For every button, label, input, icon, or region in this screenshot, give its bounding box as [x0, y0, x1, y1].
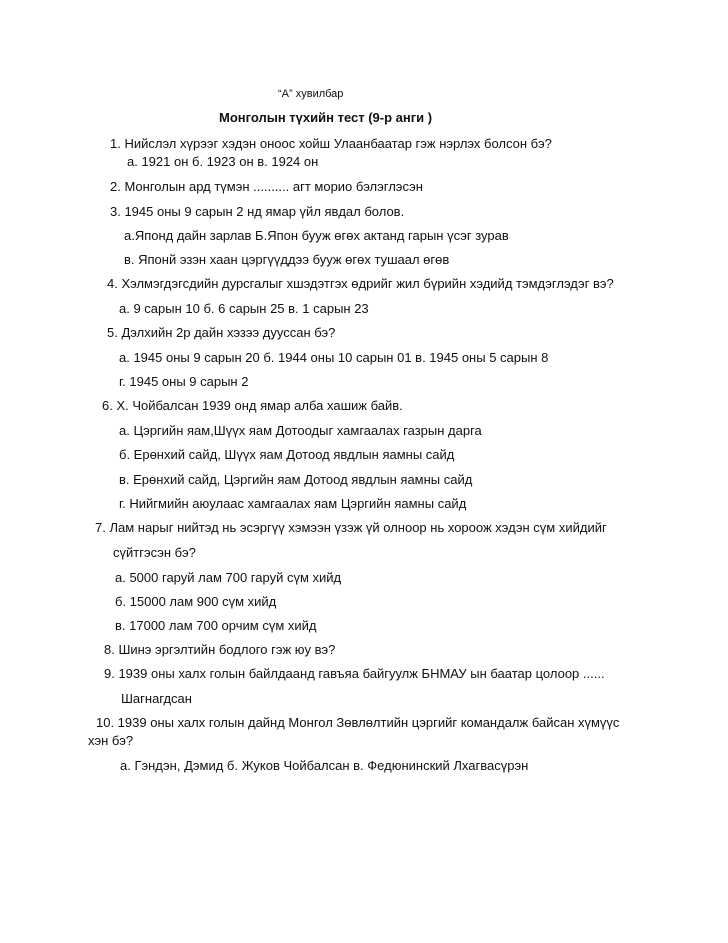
- variant-label: “A” хувилбар: [278, 88, 344, 100]
- question-5-option-d: г. 1945 оны 9 сарын 2: [119, 374, 249, 389]
- question-7-option-b: б. 15000 лам 900 сүм хийд: [115, 594, 277, 609]
- question-3-options-a-b: а.Японд дайн зарлав Б.Япон бууж өгөх актанд гарын үсэг зурав: [124, 228, 509, 243]
- question-5-options-a-c: а. 1945 оны 9 сарын 20 б. 1944 оны 10 сарын 01 в. 1945 оны 5 сарын 8: [119, 350, 549, 365]
- question-6-option-c: в. Ерөнхий сайд, Цэргийн яам Дотоод явдлын яамны сайд: [119, 472, 473, 487]
- question-5: 5. Дэлхийн 2р дайн хэзээ дууссан бэ?: [107, 325, 336, 340]
- question-6: 6. Х. Чойбалсан 1939 онд ямар алба хашиж байв.: [102, 398, 403, 413]
- question-7-option-c: в. 17000 лам 700 орчим сүм хийд: [115, 618, 317, 633]
- question-10: 10. 1939 оны халх голын дайнд Монгол Зөвлөлтийн цэргийг командалж байсан хүмүүс: [96, 715, 620, 730]
- question-4: 4. Хэлмэгдэгсдийн дурсгалыг хшэдэтгэх өдрийг жил бүрийн хэдийд тэмдэглэдэг вэ?: [107, 276, 614, 291]
- question-7: 7. Лам нарыг нийтэд нь эсэргүү хэмээн үзэж үй олноор нь хороож хэдэн сүм хийдийг: [95, 520, 607, 535]
- test-title: Монголын түхийн тест (9-р анги ): [219, 110, 433, 125]
- question-1: 1. Нийслэл хүрээг хэдэн оноос хойш Улаанбаатар гэж нэрлэх болсон бэ?: [110, 136, 552, 151]
- question-10-continued: хэн бэ?: [88, 733, 134, 748]
- question-4-options: а. 9 сарын 10 б. 6 сарын 25 в. 1 сарын 23: [119, 301, 369, 316]
- question-6-option-b: б. Ерөнхий сайд, Шүүх яам Дотоод явдлын яамны сайд: [119, 447, 455, 462]
- question-9: 9. 1939 оны халх голын байлдаанд гавъяа байгуулж БНМАУ ын баатар цолоор ......: [104, 666, 605, 681]
- question-7-option-a: а. 5000 гаруй лам 700 гаруй сүм хийд: [115, 570, 342, 585]
- question-3-option-c: в. Японй эзэн хаан цэргүүддээ бууж өгөх тушаал өгөв: [124, 252, 450, 267]
- question-1-options: а. 1921 он б. 1923 он в. 1924 он: [127, 154, 319, 169]
- question-9-answer: Шагнагдсан: [121, 691, 192, 706]
- question-10-options: а. Гэндэн, Дэмид б. Жуков Чойбалсан в. Федюнинский Лхагвасүрэн: [120, 758, 529, 773]
- question-7-continued: сүйтгэсэн бэ?: [113, 545, 196, 560]
- question-2: 2. Монголын ард түмэн .......... агт морио бэлэглэсэн: [110, 179, 423, 194]
- question-6-option-d: г. Нийгмийн аюулаас хамгаалах яам Цэргийн яамны сайд: [119, 496, 467, 511]
- question-8: 8. Шинэ эргэлтийн бодлого гэж юу вэ?: [104, 642, 336, 657]
- question-6-option-a: а. Цэргийн яам,Шүүх яам Дотоодыг хамгаалах газрын дарга: [119, 423, 482, 438]
- question-3: 3. 1945 оны 9 сарын 2 нд ямар үйл явдал болов.: [110, 204, 405, 219]
